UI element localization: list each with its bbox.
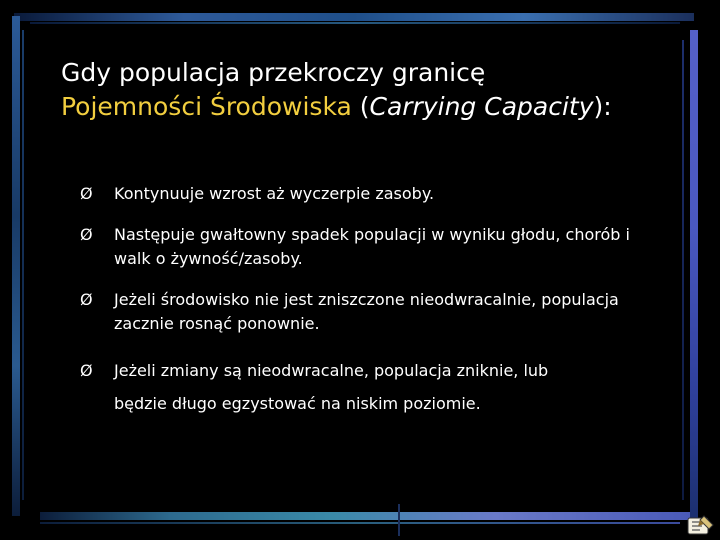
frame-left-bar [12,16,20,516]
frame-tick [398,504,400,536]
speaker-notes-icon[interactable] [686,512,716,538]
arrow-bullet-icon: Ø [80,225,93,244]
frame-right-line [682,40,684,500]
bullet-text: Jeżeli środowisko nie jest zniszczone nieodwracalnie, populacja zacznie rosnąć ponownie. [114,290,619,333]
arrow-bullet-icon: Ø [80,184,93,203]
title-paren-close: ): [593,92,612,121]
title-line-1: Gdy populacja przekroczy granicę [61,58,486,87]
bullet-item [80,359,670,416]
frame-top-line [30,22,680,24]
title-paren-open: ( [351,92,370,121]
frame-right-bar [690,30,698,520]
bullet-text: Następuje gwałtowny spadek populacji w wyniku głodu, chorób i walk o żywność/zasoby. [114,225,630,268]
bullet-text-continuation: będzie długo egzystować na niskim poziomie. [114,394,481,413]
frame-bottom-bar [40,512,690,520]
frame-top-bar [14,13,694,21]
arrow-bullet-icon: Ø [80,290,93,309]
title-accent: Pojemności Środowiska [61,92,352,121]
bullet-item [80,223,670,271]
slide-title [61,56,681,124]
bullet-text: Jeżeli zmiany są nieodwracalne, populacja zniknie, lub [114,361,549,380]
bullet-text: Kontynuuje wzrost aż wyczerpie zasoby. [114,184,435,203]
arrow-bullet-icon: Ø [80,361,93,380]
frame-left-line [22,30,24,500]
frame-bottom-line [40,522,680,524]
title-line-2 [61,90,681,124]
bullet-list [80,182,670,416]
bullet-item [80,182,670,206]
bullet-item [80,288,670,336]
title-italic: Carrying Capacity [369,92,594,121]
